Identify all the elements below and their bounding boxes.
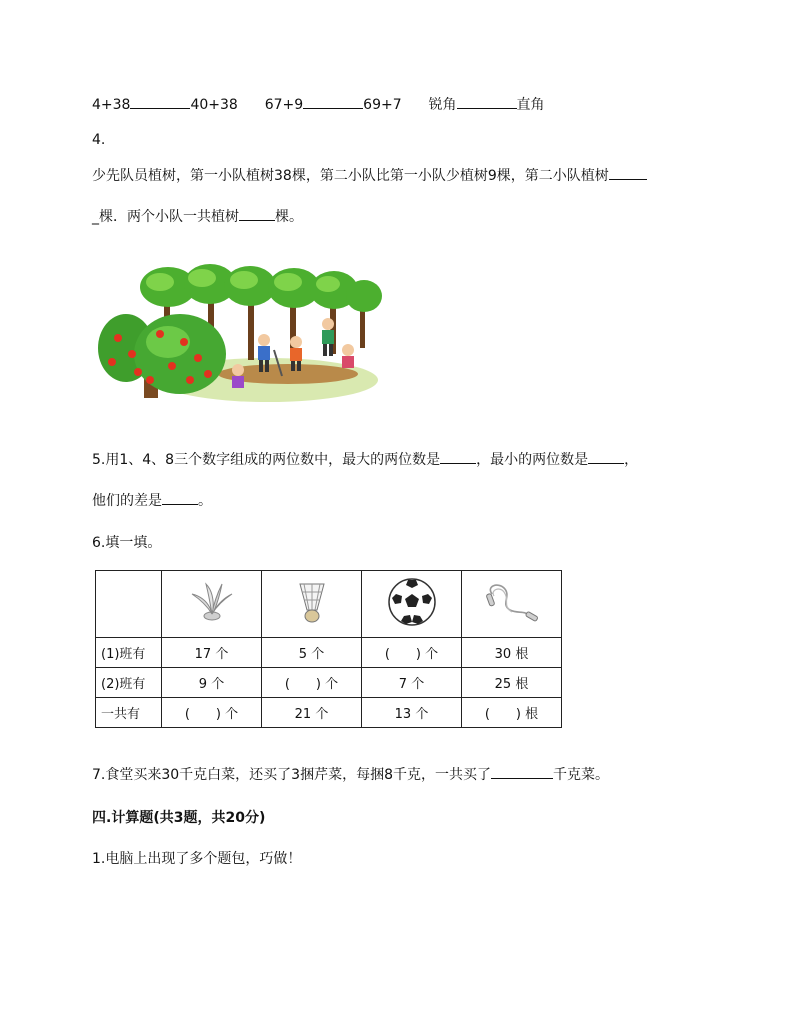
q5-text: 5.用1、4、8三个数字组成的两位数中，最大的两位数是 bbox=[92, 452, 441, 468]
row-label: 一共有 bbox=[96, 698, 162, 728]
table-cell: 25 根 bbox=[462, 668, 562, 698]
table-cell: 30 根 bbox=[462, 638, 562, 668]
feather-cell bbox=[162, 571, 262, 638]
empty-header-cell bbox=[96, 571, 162, 638]
answer-blank[interactable] bbox=[457, 94, 517, 109]
q4-line-2 bbox=[92, 206, 303, 227]
jump-rope-cell bbox=[462, 571, 562, 638]
table-row bbox=[96, 638, 562, 668]
table-cell: 13 个 bbox=[362, 698, 462, 728]
soccer-ball-cell bbox=[362, 571, 462, 638]
expr3-left: 锐角 bbox=[428, 97, 457, 113]
q4-text: 少先队员植树，第一小队植树38棵，第二小队比第一小队少植树9棵，第二小队植树 bbox=[92, 168, 609, 184]
table-row bbox=[96, 698, 562, 728]
row-label: (1)班有 bbox=[96, 638, 162, 668]
table-cell: 7 个 bbox=[362, 668, 462, 698]
answer-blank[interactable] bbox=[162, 490, 198, 505]
answer-blank[interactable] bbox=[609, 165, 647, 180]
badminton-shuttlecock-icon bbox=[288, 578, 336, 626]
answer-cell[interactable]: ( ) 个 bbox=[162, 698, 262, 728]
answer-blank[interactable] bbox=[130, 94, 190, 109]
answer-blank[interactable] bbox=[303, 94, 363, 109]
answer-cell[interactable]: ( ) 个 bbox=[362, 638, 462, 668]
q5-text: 他们的差是 bbox=[92, 493, 162, 509]
q7-text: 千克菜。 bbox=[553, 767, 609, 783]
expr3-right: 直角 bbox=[516, 97, 545, 113]
shuttlecock-cell bbox=[262, 571, 362, 638]
answer-blank[interactable] bbox=[440, 449, 476, 464]
expr1-right: 40+38 bbox=[190, 97, 238, 113]
section-heading: 四.计算题(共3题，共20分) bbox=[92, 810, 266, 826]
jump-rope-icon bbox=[482, 580, 542, 624]
expr1-left: 4+38 bbox=[92, 97, 131, 113]
q4-text: 棵。 bbox=[275, 209, 303, 225]
soccer-ball-icon bbox=[386, 576, 438, 628]
expr2-right: 69+7 bbox=[363, 97, 402, 113]
answer-blank[interactable] bbox=[491, 764, 553, 779]
q4-text: _棵．两个小队一共植树 bbox=[92, 209, 239, 225]
answer-cell[interactable]: ( ) 根 bbox=[462, 698, 562, 728]
section4-q1: 1.电脑上出现了多个题包，巧做！ bbox=[92, 851, 302, 867]
icon-row bbox=[96, 571, 562, 638]
q5-text: ， bbox=[624, 452, 639, 468]
answer-blank[interactable] bbox=[239, 206, 275, 221]
q5-text: ，最小的两位数是 bbox=[476, 452, 589, 468]
q6-title: 6.填一填。 bbox=[92, 535, 162, 551]
row-label: (2)班有 bbox=[96, 668, 162, 698]
q4-line-1 bbox=[92, 165, 647, 186]
q5-text: 。 bbox=[198, 493, 212, 509]
table-cell: 21 个 bbox=[262, 698, 362, 728]
answer-cell[interactable]: ( ) 个 bbox=[262, 668, 362, 698]
table-row bbox=[96, 668, 562, 698]
q5-line-1 bbox=[92, 449, 638, 470]
expr2-left: 67+9 bbox=[264, 97, 304, 113]
table-cell: 9 个 bbox=[162, 668, 262, 698]
q7-text: 7.食堂买来30千克白菜，还买了3捆芹菜，每捆8千克，一共买了 bbox=[92, 767, 491, 783]
q6-fill-table bbox=[95, 570, 562, 728]
q7-line bbox=[92, 764, 609, 785]
question-number: 4. bbox=[92, 132, 106, 148]
answer-blank[interactable] bbox=[588, 449, 624, 464]
q5-line-2 bbox=[92, 490, 212, 511]
table-cell: 17 个 bbox=[162, 638, 262, 668]
table-cell: 5 个 bbox=[262, 638, 362, 668]
shuttlecock-feather-icon bbox=[188, 580, 236, 624]
comparison-line bbox=[92, 94, 545, 115]
tree-planting-illustration bbox=[98, 262, 384, 408]
